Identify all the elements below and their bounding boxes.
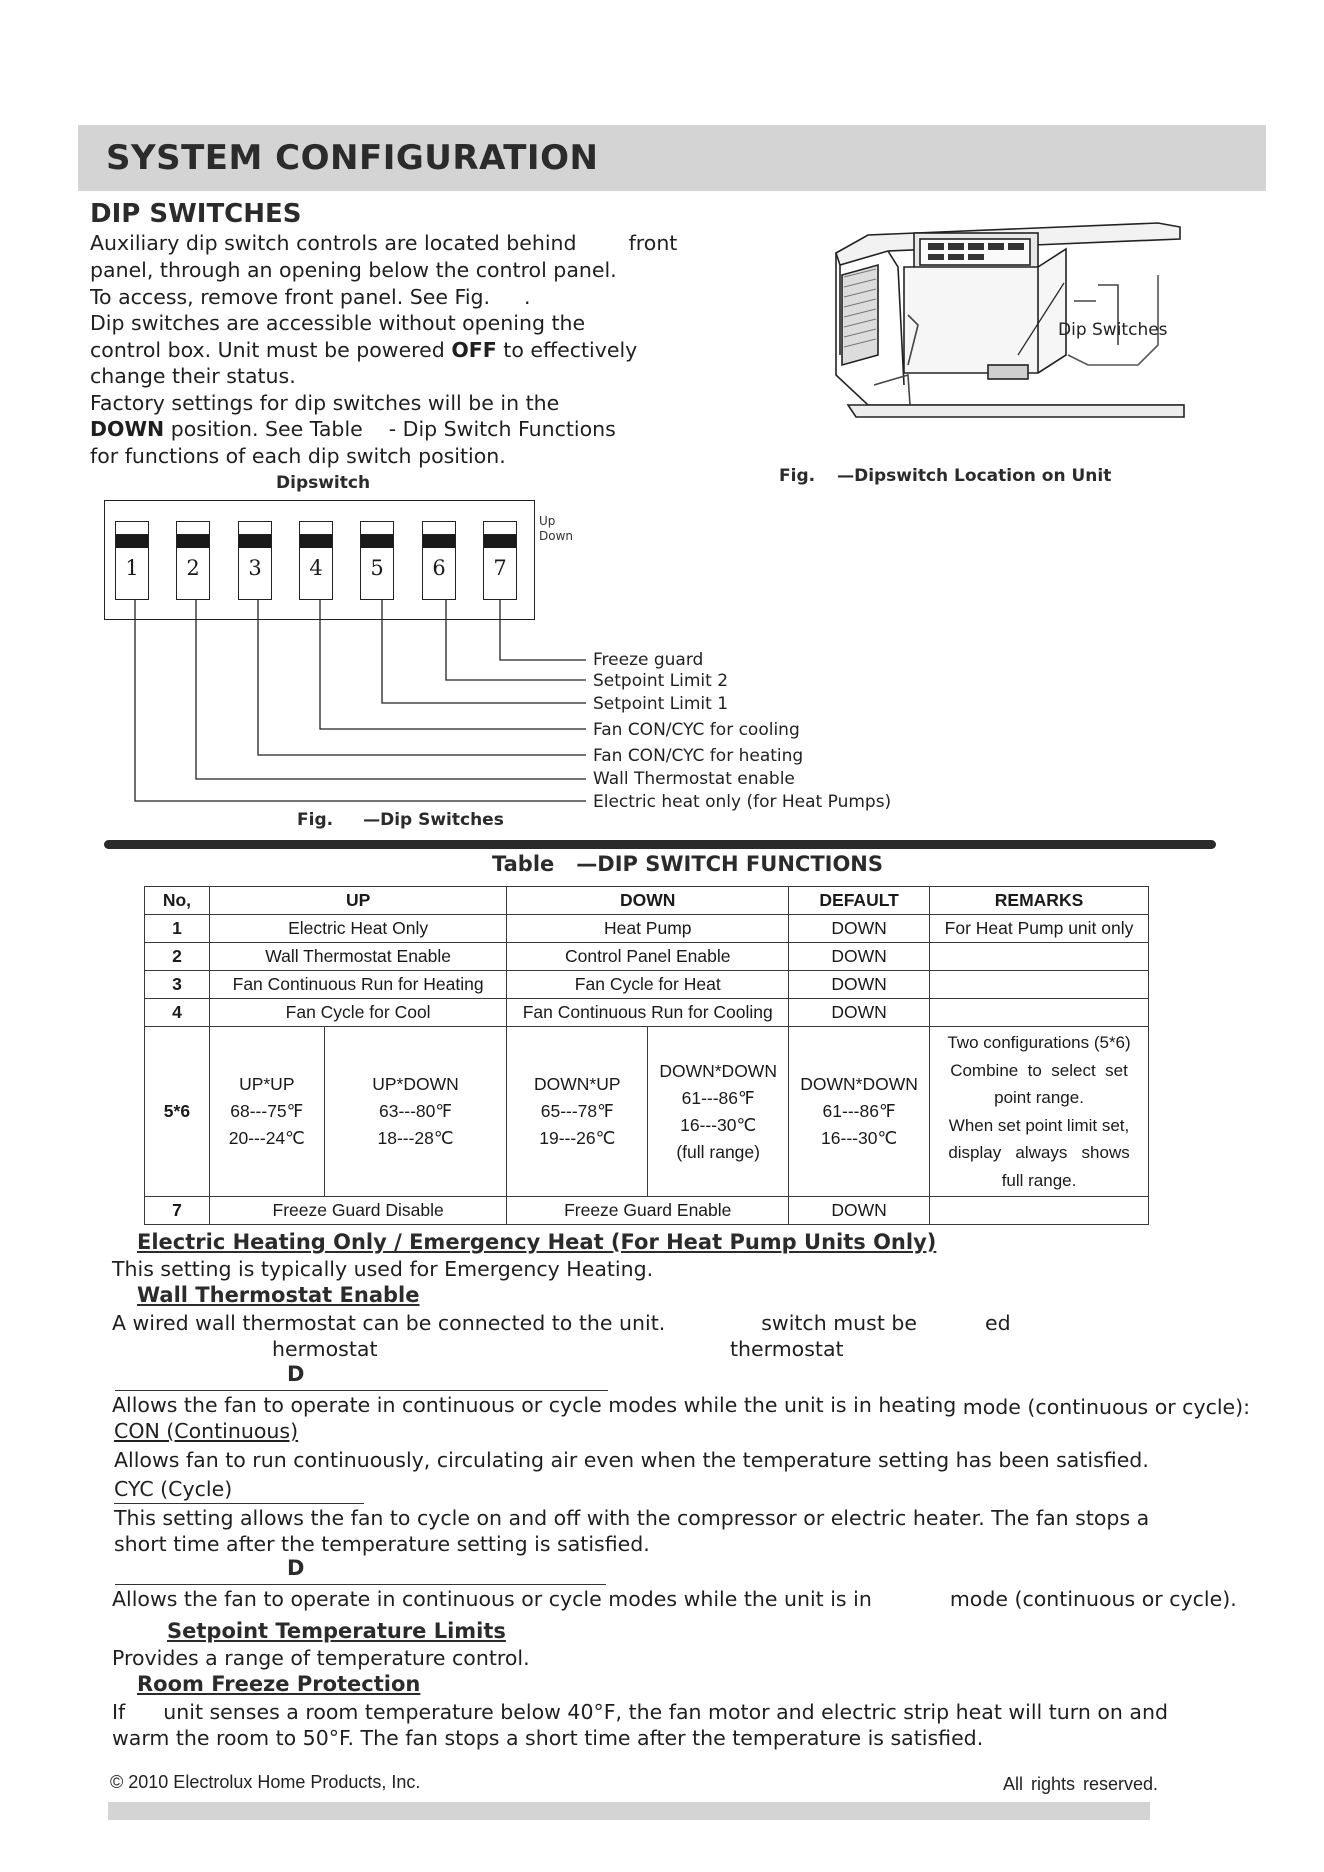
intro-line-9: for functions of each dip switch position. (90, 444, 506, 468)
con-heading: CON (Continuous) (114, 1419, 299, 1443)
cell-down: Freeze Guard Enable (507, 1197, 789, 1225)
cell-up: Fan Continuous Run for Heating (209, 971, 506, 999)
up-label: Up (539, 514, 556, 528)
wall-thermostat-text: A wired wall thermostat can be connected to the unit. switch must be ed (112, 1311, 1011, 1335)
cell-no: 1 (145, 915, 210, 943)
header-down: DOWN (507, 887, 789, 915)
table-header-row (145, 887, 1149, 915)
cell-up-up: UP*UP 68---75℉ 20---24℃ (209, 1027, 324, 1197)
intro-line-3: To access, remove front panel. See Fig. . (90, 285, 531, 309)
cell-no: 7 (145, 1197, 210, 1225)
cyc-heading: CYC (Cycle) (114, 1477, 233, 1501)
intro-line-1: Auxiliary dip switch controls are located behind front (90, 231, 678, 255)
cell-default: DOWN (789, 999, 930, 1027)
dip-switches-callout: Dip Switches (1058, 320, 1168, 340)
header-remarks: REMARKS (930, 887, 1149, 915)
cell-up: Freeze Guard Disable (209, 1197, 506, 1225)
fan-cooling-heading-underline (115, 1584, 606, 1585)
cell-no: 2 (145, 943, 210, 971)
cell-up: Electric Heat Only (209, 915, 506, 943)
intro-line-8: DOWN position. See Table - Dip Switch Functions (90, 417, 616, 441)
con-text: Allows fan to run continuously, circulating air even when the temperature setting has been satisfied. (114, 1448, 1149, 1472)
function-label-7: Freeze guard (593, 650, 704, 670)
function-label-3: Fan CON/CYC for heating (593, 746, 804, 766)
section-divider (104, 840, 1216, 849)
footer-copyright: © 2010 Electrolux Home Products, Inc. (110, 1772, 421, 1792)
fan-cooling-heading-fragment: D (287, 1556, 305, 1580)
intro-line-4: Dip switches are accessible without opening the (90, 311, 586, 335)
cyc-heading-underline (114, 1503, 364, 1504)
footer-bar (108, 1802, 1150, 1820)
cell-no: 4 (145, 999, 210, 1027)
fan-heating-heading-fragment: D (287, 1362, 305, 1386)
wall-thermostat-fragment-2: thermostat (730, 1337, 844, 1361)
table-title: Table —DIP SWITCH FUNCTIONS (492, 852, 884, 876)
dip-switch-number: 2 (186, 556, 200, 580)
cell-down: Fan Cycle for Heat (507, 971, 789, 999)
cell-down: Control Panel Enable (507, 943, 789, 971)
function-label-2: Wall Thermostat enable (593, 769, 795, 789)
cell-default: DOWN (789, 915, 930, 943)
cell-no: 3 (145, 971, 210, 999)
cell-down: Fan Continuous Run for Cooling (507, 999, 789, 1027)
page-title: SYSTEM CONFIGURATION (106, 138, 599, 178)
cell-default: DOWN (789, 943, 930, 971)
footer-rights: All rights reserved. (1003, 1774, 1159, 1794)
function-label-5: Setpoint Limit 1 (593, 694, 729, 714)
dip-switch-functions-table (144, 886, 1149, 1225)
switch-figure-caption: Fig. —Dip Switches (297, 810, 504, 830)
cell-up-down: UP*DOWN 63---80℉ 18---28℃ (324, 1027, 507, 1197)
cyc-text-1: This setting allows the fan to cycle on and off with the compressor or electric heater. The fan stops a (114, 1506, 1150, 1530)
function-label-1: Electric heat only (for Heat Pumps) (593, 792, 892, 812)
table-row (145, 971, 1149, 999)
cell-no: 5*6 (145, 1027, 210, 1197)
cell-remarks (930, 999, 1149, 1027)
header-default: DEFAULT (789, 887, 930, 915)
fan-heating-text: Allows the fan to operate in continuous or cycle modes while the unit is in heating mode (continuous or cycle): (112, 1393, 1251, 1419)
cell-default: DOWN (789, 971, 930, 999)
freeze-text-2: warm the room to 50°F. The fan stops a short time after the temperature is satisfied. (112, 1726, 984, 1750)
cell-up: Fan Cycle for Cool (209, 999, 506, 1027)
intro-line-7: Factory settings for dip switches will be in the (90, 391, 560, 415)
function-label-6: Setpoint Limit 2 (593, 671, 729, 691)
down-label: Down (539, 529, 574, 543)
cell-remarks (930, 971, 1149, 999)
electric-heating-text: This setting is typically used for Emergency Heating. (112, 1257, 654, 1281)
dip-switch-number: 4 (309, 556, 323, 580)
cell-remarks (930, 943, 1149, 971)
intro-line-2: panel, through an opening below the control panel. (90, 258, 617, 282)
fan-heating-heading-underline (115, 1390, 608, 1391)
dipswitch-figure-title: Dipswitch (276, 473, 371, 493)
table-row (145, 915, 1149, 943)
photo-figure-caption: Fig. —Dipswitch Location on Unit (779, 466, 1112, 486)
cell-remarks: For Heat Pump unit only (930, 915, 1149, 943)
cell-down-up: DOWN*UP 65---78℉ 19---26℃ (507, 1027, 648, 1197)
table-row (145, 999, 1149, 1027)
intro-line-5: control box. Unit must be powered OFF to effectively (90, 338, 638, 362)
function-label-4: Fan CON/CYC for cooling (593, 720, 800, 740)
intro-line-6: change their status. (90, 364, 296, 388)
cell-remarks (930, 1197, 1149, 1225)
cell-default: DOWN (789, 1197, 930, 1225)
freeze-heading: Room Freeze Protection (137, 1672, 421, 1696)
cyc-text-2: short time after the temperature setting is satisfied. (114, 1532, 650, 1556)
wall-thermostat-fragment-1: hermostat (272, 1337, 378, 1361)
cell-down-down: DOWN*DOWN 61---86℉ 16---30℃ (full range) (648, 1027, 789, 1197)
dip-switch-number: 3 (248, 556, 262, 580)
header-up: UP (209, 887, 506, 915)
setpoint-text: Provides a range of temperature control. (112, 1646, 530, 1670)
dip-switch-number: 7 (493, 556, 507, 580)
electric-heating-heading: Electric Heating Only / Emergency Heat (For Heat Pump Units Only) (137, 1230, 937, 1254)
cell-up: Wall Thermostat Enable (209, 943, 506, 971)
cell-remarks: Two configurations (5*6) Combine to select set point range. When set point limit set, display always shows full range. (930, 1027, 1149, 1197)
freeze-text-1: If unit senses a room temperature below 40°F, the fan motor and electric strip heat will turn on and (112, 1700, 1168, 1724)
dip-switch-number: 1 (125, 556, 139, 580)
setpoint-heading: Setpoint Temperature Limits (167, 1619, 506, 1643)
dip-switch-number: 5 (370, 556, 384, 580)
wall-thermostat-heading: Wall Thermostat Enable (137, 1283, 420, 1307)
table-row (145, 1197, 1149, 1225)
cell-down: Heat Pump (507, 915, 789, 943)
fan-cooling-text: Allows the fan to operate in continuous or cycle modes while the unit is in mode (continuous or cycle). (112, 1587, 1237, 1611)
header-no: No, (145, 887, 210, 915)
table-row-5-6 (145, 1027, 1149, 1197)
section-heading-dip-switches: DIP SWITCHES (90, 199, 302, 229)
cell-default: DOWN*DOWN 61---86℉ 16---30℃ (789, 1027, 930, 1197)
dip-switch-number: 6 (432, 556, 446, 580)
table-row (145, 943, 1149, 971)
